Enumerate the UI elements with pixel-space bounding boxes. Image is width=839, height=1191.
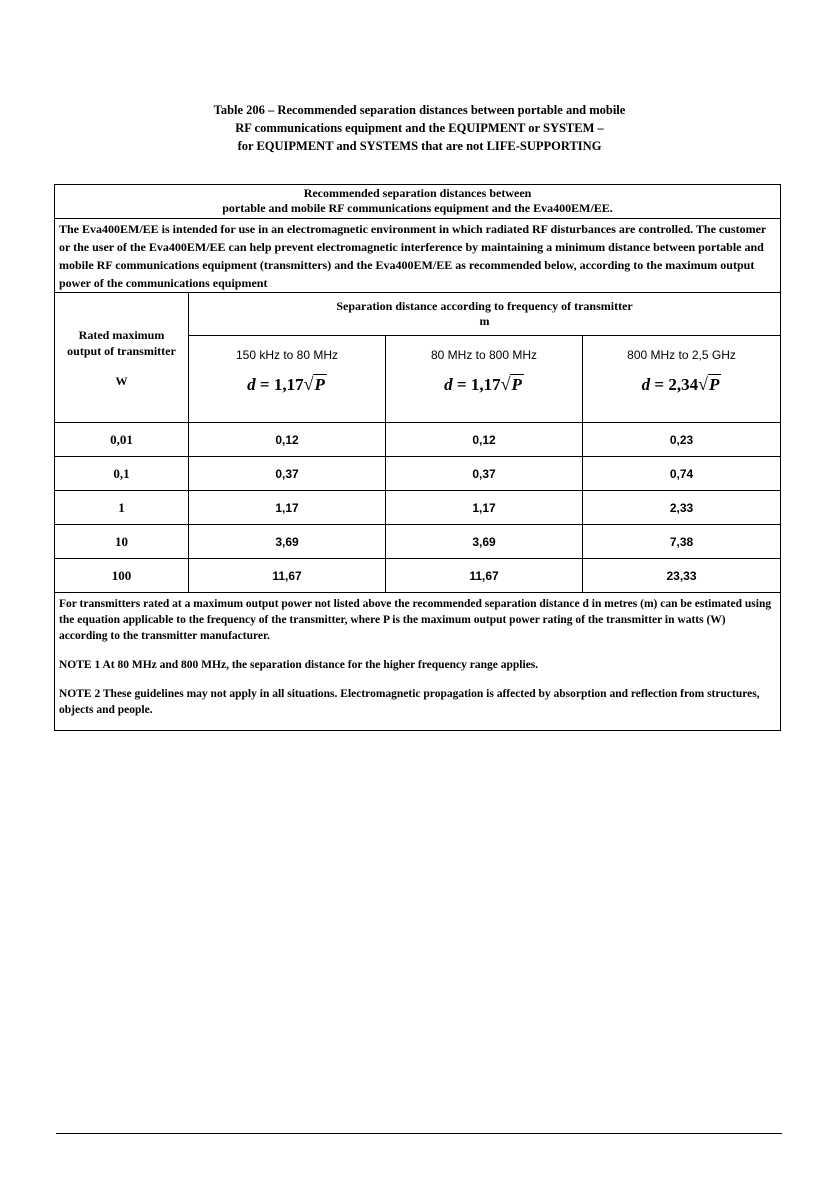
- distance-cell: 0,74: [583, 457, 781, 491]
- header-line-2: portable and mobile RF communications equipment and the Eva400EM/EE.: [222, 201, 613, 215]
- table-row: [55, 559, 781, 593]
- table-row: [55, 457, 781, 491]
- separation-unit: m: [479, 314, 490, 328]
- caption-line-2: RF communications equipment and the EQUIPMENT or SYSTEM –: [235, 121, 604, 135]
- freq-column-1: [189, 336, 386, 423]
- power-cell: 1: [55, 491, 189, 525]
- freq-range-2: 80 MHz to 800 MHz: [430, 348, 538, 362]
- table-row: [55, 423, 781, 457]
- distance-cell: 7,38: [583, 525, 781, 559]
- formula-1-coef: = 1,17: [259, 375, 304, 394]
- formula-3: [583, 374, 780, 395]
- rated-label-line-2: output of transmitter: [67, 343, 176, 358]
- distance-cell: 0,23: [583, 423, 781, 457]
- note-main: For transmitters rated at a maximum output power not listed above the recommended separation distance d in metres (m) can be estimated using the equation applicable to the frequency of the transmitter, where P is the maximum output power rating of the transmitter in watts (W) according to the transmitter manufacturer.: [59, 598, 772, 642]
- freq-range-3: 800 MHz to 2,5 GHz: [627, 348, 736, 362]
- power-cell: 0,01: [55, 423, 189, 457]
- intro-text: The Eva400EM/EE is intended for use in an electromagnetic environment in which radiated RF disturbances are controlled. The customer or the user of the Eva400EM/EE can help prevent electromagnetic interference by maintaining a minimum distance between portable and mobile RF communications equipment (transmitters) and the Eva400EM/EE as recommended below, according to the maximum output power of the communications equipment: [55, 219, 781, 293]
- table-caption: [0, 101, 839, 155]
- caption-line-1: Table 206 – Recommended separation distances between portable and mobile: [213, 103, 626, 117]
- rated-output-header: [55, 293, 189, 423]
- rated-unit: W: [115, 373, 128, 388]
- distance-cell: 0,37: [189, 457, 386, 491]
- separation-distance-table: [54, 184, 781, 731]
- freq-range-1: 150 kHz to 80 MHz: [235, 348, 339, 362]
- power-cell: 10: [55, 525, 189, 559]
- formula-1-lhs: d: [247, 375, 256, 394]
- distance-cell: 1,17: [189, 491, 386, 525]
- formula-1: [189, 374, 385, 395]
- sqrt-icon: √: [303, 374, 314, 394]
- distance-cell: 11,67: [386, 559, 583, 593]
- table-row: [55, 491, 781, 525]
- distance-cell: 0,12: [189, 423, 386, 457]
- note-1: NOTE 1 At 80 MHz and 800 MHz, the separation distance for the higher frequency range applies.: [59, 659, 539, 671]
- table-header: [55, 185, 781, 219]
- formula-2-coef: = 1,17: [456, 375, 501, 394]
- distance-cell: 1,17: [386, 491, 583, 525]
- distance-cell: 0,37: [386, 457, 583, 491]
- distance-cell: 3,69: [189, 525, 386, 559]
- formula-3-var: P: [708, 375, 720, 394]
- power-cell: 0,1: [55, 457, 189, 491]
- header-line-1: Recommended separation distances between: [303, 186, 532, 200]
- formula-1-var: P: [314, 375, 325, 394]
- distance-cell: 23,33: [583, 559, 781, 593]
- table-row: [55, 525, 781, 559]
- formula-2-lhs: d: [444, 375, 453, 394]
- distance-cell: 11,67: [189, 559, 386, 593]
- distance-cell: 3,69: [386, 525, 583, 559]
- rated-label-line-1: Rated maximum: [78, 327, 165, 342]
- formula-3-lhs: d: [641, 375, 651, 394]
- caption-line-3: for EQUIPMENT and SYSTEMS that are not LIFE-SUPPORTING: [237, 139, 602, 153]
- formula-2: [386, 374, 582, 395]
- formula-2-var: P: [511, 375, 522, 394]
- separation-distance-header: [189, 293, 781, 336]
- sqrt-icon: √: [500, 374, 511, 394]
- sqrt-icon: √: [698, 374, 708, 394]
- footer-divider: [56, 1133, 782, 1134]
- freq-column-3: [583, 336, 781, 423]
- distance-cell: 0,12: [386, 423, 583, 457]
- separation-label: Separation distance according to frequency of transmitter: [336, 299, 633, 313]
- power-cell: 100: [55, 559, 189, 593]
- freq-column-2: [386, 336, 583, 423]
- distance-cell: 2,33: [583, 491, 781, 525]
- table-notes: [55, 593, 781, 731]
- formula-3-coef: = 2,34: [654, 375, 699, 394]
- note-2: NOTE 2 These guidelines may not apply in all situations. Electromagnetic propagation is affected by absorption and reflection from structures, objects and people.: [59, 688, 760, 716]
